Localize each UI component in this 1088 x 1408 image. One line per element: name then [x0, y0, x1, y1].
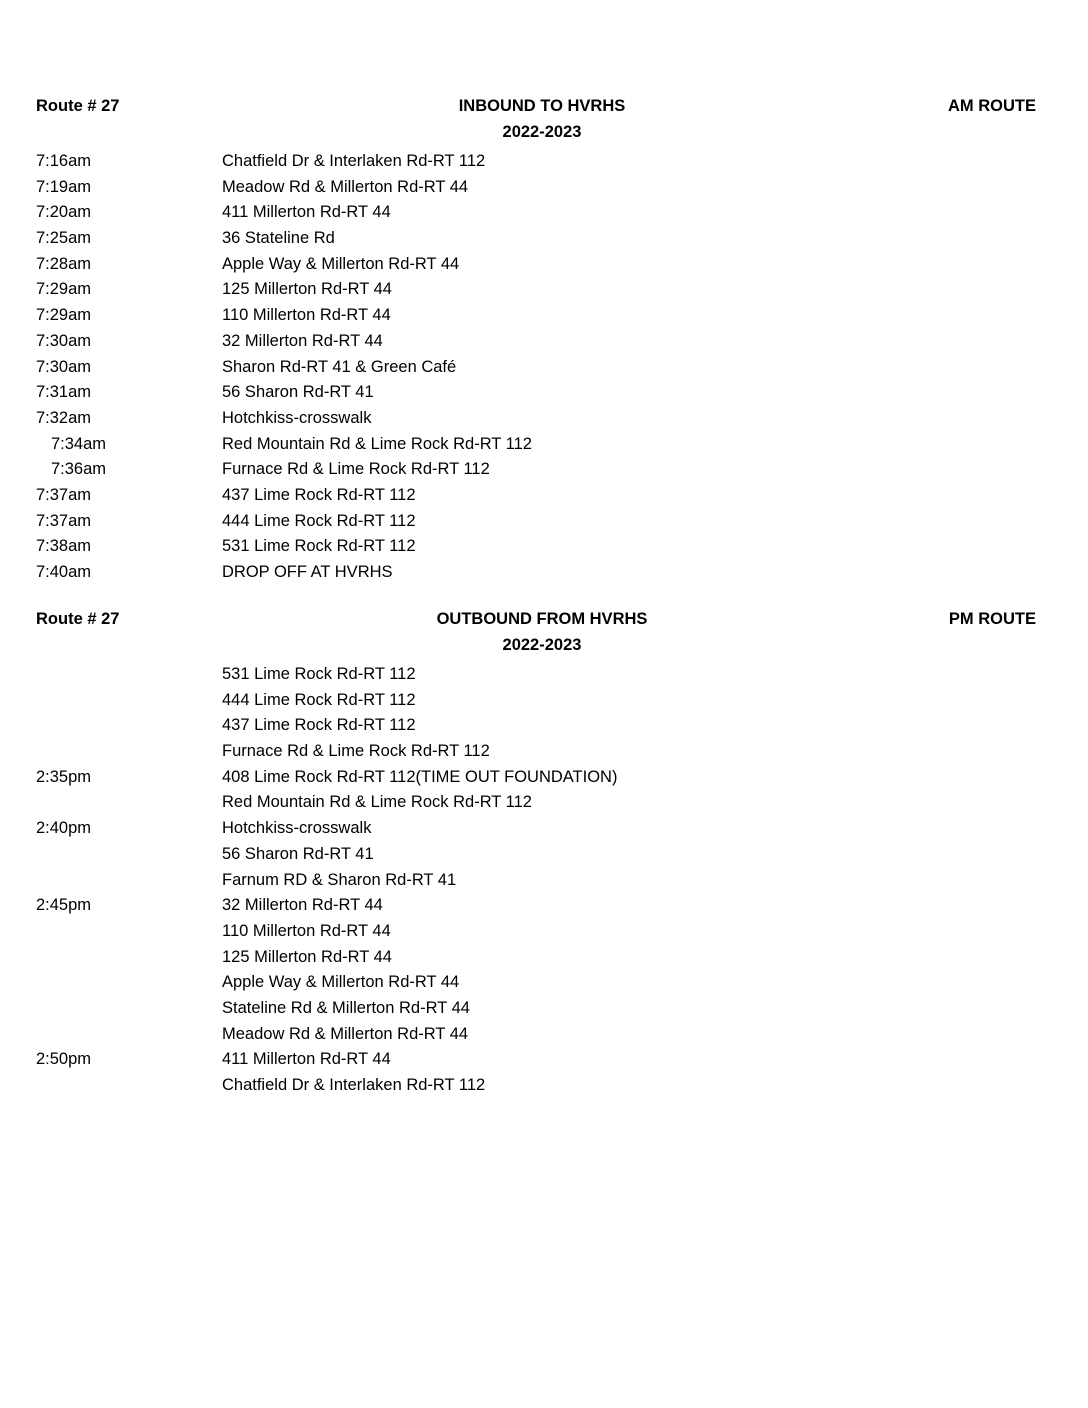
stop-row — [36, 945, 1036, 971]
stop-row — [36, 277, 1036, 303]
stop-time: 7:32am — [36, 408, 92, 427]
stop-time: 7:31am — [36, 383, 92, 402]
stop-row — [36, 713, 1036, 739]
stop-time: 2:40pm — [36, 819, 92, 838]
stop-location: Hotchkiss-crosswalk — [222, 819, 372, 838]
stop-time: 7:28am — [36, 254, 92, 273]
stop-location: DROP OFF AT HVRHS — [222, 563, 393, 581]
stop-location: 444 Lime Rock Rd-RT 112 — [222, 511, 416, 530]
stop-location: 56 Sharon Rd-RT 41 — [222, 844, 374, 863]
am-route-header — [36, 97, 1036, 123]
stop-row — [36, 1022, 1036, 1048]
stop-location: 411 Millerton Rd-RT 44 — [222, 203, 391, 222]
stop-time: 2:50pm — [36, 1050, 92, 1069]
school-year: 2022-2023 — [502, 123, 582, 141]
stop-location: Apple Way & Millerton Rd-RT 44 — [222, 973, 460, 992]
stop-location: Red Mountain Rd & Lime Rock Rd-RT 112 — [222, 793, 532, 812]
stop-location: Hotchkiss-crosswalk — [222, 408, 372, 427]
stop-row — [36, 893, 1036, 919]
stop-location: Red Mountain Rd & Lime Rock Rd-RT 112 — [222, 434, 532, 453]
stop-location: Meadow Rd & Millerton Rd-RT 44 — [222, 177, 469, 196]
stop-location: Meadow Rd & Millerton Rd-RT 44 — [222, 1024, 469, 1043]
stop-location: 36 Stateline Rd — [222, 229, 335, 248]
pm-stop-list — [36, 662, 1036, 1099]
stop-location: 531 Lime Rock Rd-RT 112 — [222, 665, 416, 683]
stop-row — [36, 996, 1036, 1022]
stop-row — [36, 790, 1036, 816]
am-route-section — [36, 97, 1036, 586]
stop-location: Apple Way & Millerton Rd-RT 44 — [222, 254, 460, 273]
stop-row — [36, 534, 1036, 560]
stop-location: Sharon Rd-RT 41 & Green Café — [222, 357, 457, 376]
stop-row — [36, 226, 1036, 252]
stop-time: 7:40am — [36, 563, 92, 581]
stop-time: 2:45pm — [36, 896, 92, 915]
stop-row — [36, 970, 1036, 996]
stop-row — [36, 509, 1036, 535]
stop-row — [36, 457, 1036, 483]
route-period: AM ROUTE — [948, 97, 1036, 115]
stop-location: 444 Lime Rock Rd-RT 112 — [222, 690, 416, 709]
stop-row — [36, 842, 1036, 868]
stop-row — [36, 560, 1036, 586]
route-number: Route # 27 — [36, 610, 120, 628]
stop-location: 408 Lime Rock Rd-RT 112(TIME OUT FOUNDATION) — [222, 767, 618, 786]
stop-location: 437 Lime Rock Rd-RT 112 — [222, 485, 416, 504]
stop-time: 7:37am — [36, 511, 92, 530]
stop-row — [36, 662, 1036, 688]
stop-time: 7:30am — [36, 357, 92, 376]
pm-route-section — [36, 610, 1036, 1099]
stop-time: 7:30am — [36, 331, 92, 350]
stop-location: Furnace Rd & Lime Rock Rd-RT 112 — [222, 460, 490, 479]
stop-time: 7:29am — [36, 306, 92, 325]
stop-location: 32 Millerton Rd-RT 44 — [222, 331, 383, 350]
stop-location: 110 Millerton Rd-RT 44 — [222, 306, 391, 325]
stop-time: 7:38am — [36, 537, 92, 556]
stop-row — [36, 149, 1036, 175]
stop-time: 7:29am — [36, 280, 92, 299]
stop-time: 7:36am — [51, 460, 107, 479]
stop-time: 7:20am — [36, 203, 92, 222]
stop-location: 531 Lime Rock Rd-RT 112 — [222, 537, 416, 556]
stop-row — [36, 200, 1036, 226]
stop-row — [36, 1073, 1036, 1099]
stop-row — [36, 355, 1036, 381]
stop-row — [36, 739, 1036, 765]
stop-location: 110 Millerton Rd-RT 44 — [222, 921, 391, 940]
stop-time: 7:25am — [36, 229, 92, 248]
stop-location: Furnace Rd & Lime Rock Rd-RT 112 — [222, 742, 490, 761]
route-period: PM ROUTE — [948, 610, 1036, 628]
stop-row — [36, 329, 1036, 355]
stop-row — [36, 303, 1036, 329]
stop-row — [36, 688, 1036, 714]
route-direction-title: INBOUND TO HVRHS — [458, 97, 626, 115]
stop-row — [36, 765, 1036, 791]
am-stop-list — [36, 149, 1036, 586]
stop-location: Farnum RD & Sharon Rd-RT 41 — [222, 870, 457, 889]
stop-row — [36, 380, 1036, 406]
stop-location: Chatfield Dr & Interlaken Rd-RT 112 — [222, 152, 486, 170]
stop-row — [36, 919, 1036, 945]
stop-row — [36, 868, 1036, 894]
stop-row — [36, 432, 1036, 458]
stop-location: 437 Lime Rock Rd-RT 112 — [222, 716, 416, 735]
stop-row — [36, 175, 1036, 201]
stop-time: 7:34am — [51, 434, 107, 453]
stop-row — [36, 1047, 1036, 1073]
stop-location: 125 Millerton Rd-RT 44 — [222, 280, 392, 299]
stop-location: 32 Millerton Rd-RT 44 — [222, 896, 383, 915]
stop-time: 7:37am — [36, 485, 92, 504]
stop-time: 7:16am — [36, 152, 92, 170]
stop-row — [36, 483, 1036, 509]
stop-time: 7:19am — [36, 177, 92, 196]
pm-route-header — [36, 610, 1036, 636]
route-direction-title: OUTBOUND FROM HVRHS — [436, 610, 648, 628]
stop-location: 411 Millerton Rd-RT 44 — [222, 1050, 391, 1069]
stop-location: Stateline Rd & Millerton Rd-RT 44 — [222, 998, 470, 1017]
stop-row — [36, 252, 1036, 278]
stop-location: 56 Sharon Rd-RT 41 — [222, 383, 374, 402]
stop-time: 2:35pm — [36, 767, 92, 786]
school-year: 2022-2023 — [502, 636, 582, 654]
route-number: Route # 27 — [36, 97, 120, 115]
stop-row — [36, 816, 1036, 842]
stop-location: 125 Millerton Rd-RT 44 — [222, 947, 392, 966]
stop-row — [36, 406, 1036, 432]
stop-location: Chatfield Dr & Interlaken Rd-RT 112 — [222, 1076, 486, 1094]
